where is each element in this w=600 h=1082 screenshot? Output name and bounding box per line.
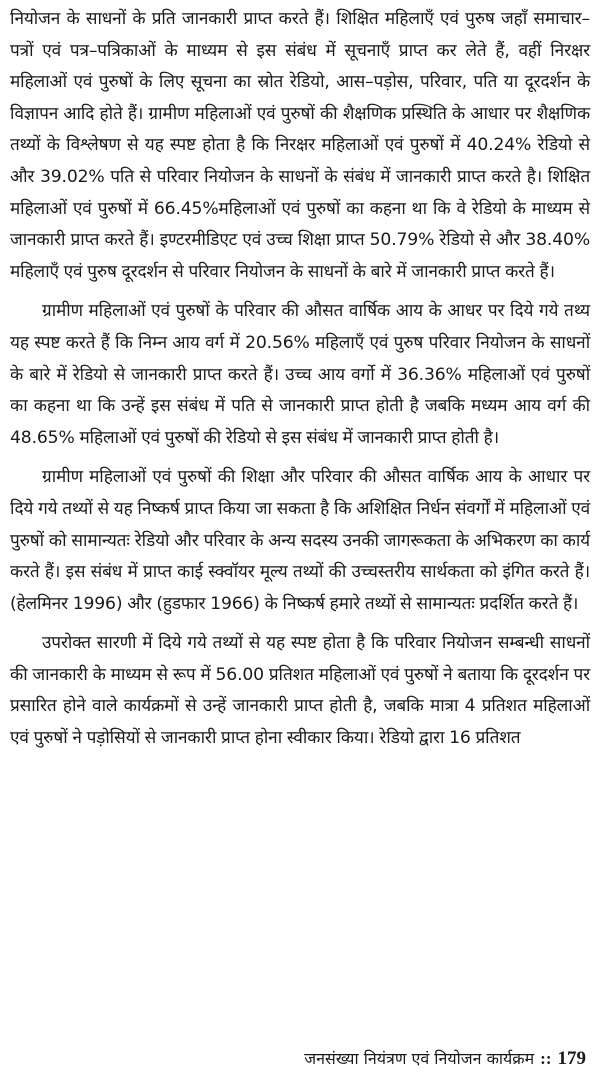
paragraph-income: ग्रामीण महिलाओं एवं पुरुषों के परिवार की औसत वार्षिक आय के आधर पर दिये गये तथ्य यह स्पष्ट करते हैं कि निम्न आय वर्ग में 20.56% महिलाएँ एवं पुरुष परिवार नियोजन के साधनों के बारे में रेडियो से जानकारी प्राप्त करते हैं। उच्च आय वर्गो में 36.36% महिलाओं एवं पुरुषों का कहना था कि उन्हें इस संबंध में पति से जानकारी प्राप्त होती है जबकि मध्यम आय वर्ग की 48.65% महिलाओं एवं पुरुषों की रेडियो से इस संबंध में जानकारी प्राप्त होती है। bbox=[10, 301, 590, 448]
paragraph-continued: नियोजन के साधनों के प्रति जानकारी प्राप्त करते हैं। शिक्षित महिलाएँ एवं पुरुष जहाँ समाचार–पत्रों एवं पत्र–पत्रिकाओं के माध्यम से इस संबंध में सूचनाएँ प्राप्त कर लेते हैं, वहीं निरक्षर महिलाओं एवं पुरुषों के लिए सूचना का स्रोत रेडियो, आस–पड़ोस, परिवार, पति या दूरदर्शन के विज्ञापन आदि होते हैं। ग्रामीण महिलाओं एवं पुरुषों की शैक्षणिक प्रस्थिति के आधार पर शैक्षणिक तथ्यों के विश्लेषण से यह स्पष्ट होता है कि निरक्षर महिलाओं एवं पुरुषों में 40.24% रेडियो से और 39.02% पति से परिवार नियोजन के साधनों के संबंध में जानकारी प्राप्त करते है। शिक्षित महिलाओं एवं पुरुषों में 66.45%महिलाओं एवं पुरुषों का कहना था कि वे रेडियो के माध्यम से जानकारी प्राप्त करते हैं। इण्टरमीडिएट एवं उच्च शिक्षा प्राप्त 50.79% रेडियो से और 38.40% महिलाएँ एवं पुरुष दूरदर्शन से परिवार नियोजन के साधनों के बारे में जानकारी प्राप्त करते हैं। bbox=[10, 9, 590, 282]
page-footer bbox=[304, 1047, 586, 1070]
footer-separator: :: bbox=[540, 1049, 552, 1068]
running-title: जनसंख्या नियंत्रण एवं नियोजन कार्यक्रम bbox=[304, 1049, 535, 1068]
page-body bbox=[10, 4, 590, 763]
paragraph-conclusion: ग्रामीण महिलाओं एवं पुरुषों की शिक्षा और परिवार की औसत वार्षिक आय के आधार पर दिये गये तथ्यों से यह निष्कर्ष प्राप्त किया जा सकता है कि अशिक्षित निर्धन संवर्गों में महिलाओं एवं पुरुषों को सामान्यतः रेडियो और परिवार के अन्य सदस्य उनकी जागरूकता के अभिकरण का कार्य करते हैं। इस संबंध में प्राप्त काई स्क्वॉयर मूल्य तथ्यों की उच्चस्तरीय सार्थकता को इंगित करते हैं। (हेलमिनर 1996) और (हुडफार 1966) के निष्कर्ष हमारे तथ्यों से सामान्यतः प्रदर्शित करते हैं। bbox=[10, 467, 590, 614]
page-number: 179 bbox=[557, 1048, 586, 1069]
paragraph-table-summary: उपरोक्त सारणी में दिये गये तथ्यों से यह स्पष्ट होता है कि परिवार नियोजन सम्बन्धी साधनों की जानकारी के माध्यम से रूप में 56.00 प्रतिशत महिलाओं एवं पुरुषों ने बताया कि दूरदर्शन पर प्रसारित होने वाले कार्यक्रमों से उन्हें जानकारी प्राप्त होती है, जबकि मात्रा 4 प्रतिशत महिलाओं एवं पुरुषों ने पड़ोसियों से जानकारी प्राप्त होना स्वीकार किया। रेडियो द्वारा 16 प्रतिशत bbox=[10, 633, 590, 749]
